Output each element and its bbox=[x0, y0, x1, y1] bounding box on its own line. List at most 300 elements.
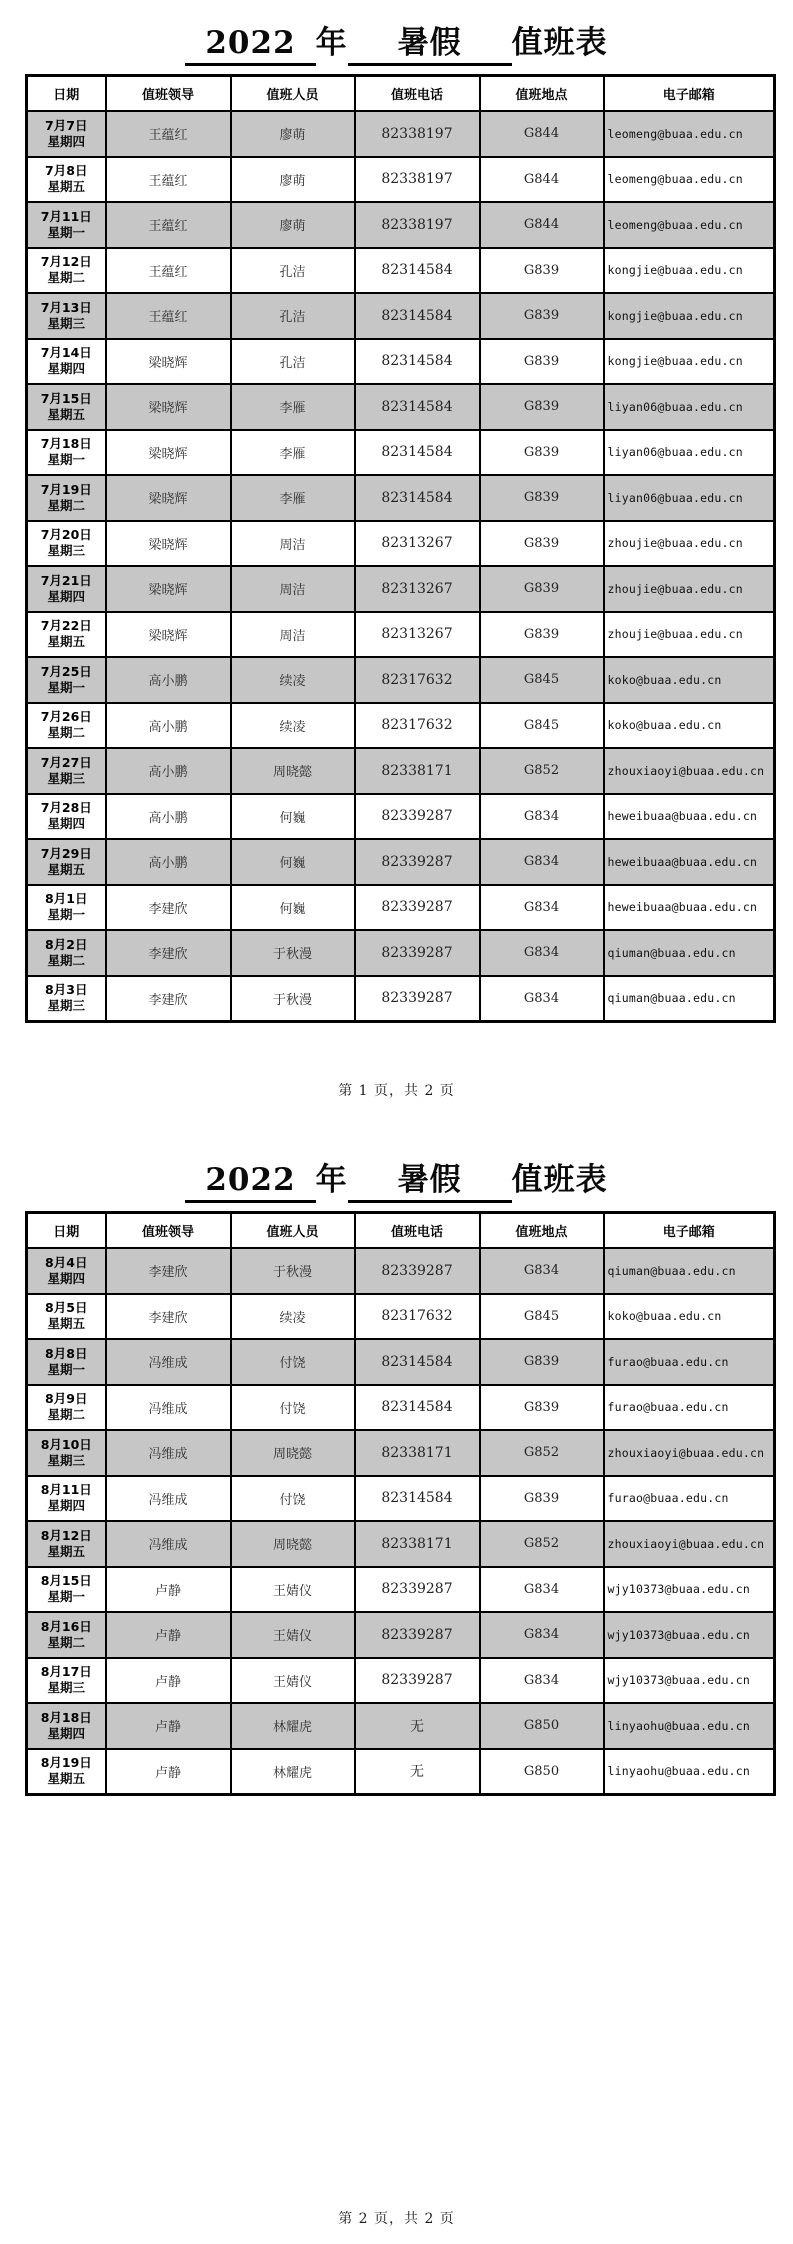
email-cell: koko@buaa.edu.cn bbox=[604, 703, 775, 749]
table-row bbox=[27, 1612, 775, 1658]
location-cell: G834 bbox=[480, 930, 604, 976]
title-year-blank: 2022 bbox=[185, 25, 315, 66]
date-cell bbox=[27, 1248, 106, 1294]
location-cell: G834 bbox=[480, 794, 604, 840]
date-text: 7月27日 bbox=[40, 754, 92, 770]
weekday-text: 星期三 bbox=[47, 1680, 85, 1696]
staff-cell: 付饶 bbox=[231, 1476, 355, 1522]
leader-cell: 卢静 bbox=[106, 1567, 231, 1613]
weekday-text: 星期四 bbox=[47, 1270, 85, 1286]
table-row bbox=[27, 1567, 775, 1613]
leader-cell: 李建欣 bbox=[106, 930, 231, 976]
location-cell: G834 bbox=[480, 1567, 604, 1613]
table-row bbox=[27, 748, 775, 794]
weekday-text: 星期三 bbox=[47, 1452, 85, 1468]
staff-cell: 于秋漫 bbox=[231, 1248, 355, 1294]
table-row bbox=[27, 794, 775, 840]
date-text: 7月15日 bbox=[40, 390, 92, 406]
date-text: 8月1日 bbox=[45, 891, 88, 907]
date-cell bbox=[27, 703, 106, 749]
email-cell: kongjie@buaa.edu.cn bbox=[604, 339, 775, 385]
location-cell: G839 bbox=[480, 1385, 604, 1431]
phone-cell: 82338171 bbox=[355, 748, 480, 794]
column-header-leader: 值班领导 bbox=[106, 76, 231, 112]
column-header-email: 电子邮箱 bbox=[604, 1213, 775, 1249]
leader-cell: 冯维成 bbox=[106, 1339, 231, 1385]
email-cell: kongjie@buaa.edu.cn bbox=[604, 248, 775, 294]
staff-cell: 李雁 bbox=[231, 430, 355, 476]
table-row bbox=[27, 930, 775, 976]
table-row bbox=[27, 885, 775, 931]
leader-cell: 李建欣 bbox=[106, 1248, 231, 1294]
date-cell bbox=[27, 1294, 106, 1340]
email-cell: linyaohu@buaa.edu.cn bbox=[604, 1703, 775, 1749]
phone-cell: 无 bbox=[355, 1703, 480, 1749]
phone-cell: 82338171 bbox=[355, 1521, 480, 1567]
email-cell: zhouxiaoyi@buaa.edu.cn bbox=[604, 748, 775, 794]
table-row bbox=[27, 1430, 775, 1476]
leader-cell: 高小鹏 bbox=[106, 794, 231, 840]
phone-cell: 82339287 bbox=[355, 1658, 480, 1704]
column-header-date: 日期 bbox=[27, 1213, 106, 1249]
title-term-blank: 暑假 bbox=[348, 25, 512, 66]
staff-cell: 廖萌 bbox=[231, 111, 355, 157]
table-row bbox=[27, 1248, 775, 1294]
weekday-text: 星期五 bbox=[47, 861, 85, 877]
location-cell: G845 bbox=[480, 657, 604, 703]
staff-cell: 于秋漫 bbox=[231, 976, 355, 1022]
table-row bbox=[27, 384, 775, 430]
date-cell bbox=[27, 248, 106, 294]
location-cell: G850 bbox=[480, 1749, 604, 1795]
email-cell: furao@buaa.edu.cn bbox=[604, 1385, 775, 1431]
title-year-suffix: 年 bbox=[315, 1162, 348, 1198]
date-text: 8月12日 bbox=[40, 1527, 92, 1543]
column-header-staff: 值班人员 bbox=[231, 1213, 355, 1249]
date-text: 7月12日 bbox=[40, 254, 92, 270]
phone-cell: 82338197 bbox=[355, 111, 480, 157]
phone-cell: 82314584 bbox=[355, 248, 480, 294]
location-cell: G834 bbox=[480, 839, 604, 885]
location-cell: G845 bbox=[480, 1294, 604, 1340]
date-text: 7月28日 bbox=[40, 800, 92, 816]
email-cell: qiuman@buaa.edu.cn bbox=[604, 930, 775, 976]
email-cell: leomeng@buaa.edu.cn bbox=[604, 202, 775, 248]
location-cell: G834 bbox=[480, 1612, 604, 1658]
location-cell: G839 bbox=[480, 339, 604, 385]
column-header-date: 日期 bbox=[27, 76, 106, 112]
email-cell: zhouxiaoyi@buaa.edu.cn bbox=[604, 1430, 775, 1476]
date-cell bbox=[27, 566, 106, 612]
phone-cell: 82338197 bbox=[355, 157, 480, 203]
date-text: 8月10日 bbox=[40, 1436, 92, 1452]
date-cell bbox=[27, 930, 106, 976]
date-cell bbox=[27, 1612, 106, 1658]
date-text: 8月15日 bbox=[40, 1573, 92, 1589]
email-cell: qiuman@buaa.edu.cn bbox=[604, 976, 775, 1022]
date-cell bbox=[27, 475, 106, 521]
leader-cell: 李建欣 bbox=[106, 885, 231, 931]
leader-cell: 梁晓辉 bbox=[106, 339, 231, 385]
weekday-text: 星期一 bbox=[47, 907, 85, 923]
table-row bbox=[27, 1521, 775, 1567]
date-cell bbox=[27, 1476, 106, 1522]
phone-cell: 82339287 bbox=[355, 885, 480, 931]
table-row bbox=[27, 1658, 775, 1704]
staff-cell: 林耀虎 bbox=[231, 1749, 355, 1795]
leader-cell: 冯维成 bbox=[106, 1385, 231, 1431]
column-header-phone: 值班电话 bbox=[355, 1213, 480, 1249]
email-cell: heweibuaa@buaa.edu.cn bbox=[604, 794, 775, 840]
phone-cell: 82313267 bbox=[355, 521, 480, 567]
date-text: 7月13日 bbox=[40, 299, 92, 315]
email-cell: liyan06@buaa.edu.cn bbox=[604, 384, 775, 430]
staff-cell: 续凌 bbox=[231, 703, 355, 749]
date-text: 7月8日 bbox=[45, 163, 88, 179]
phone-cell: 82339287 bbox=[355, 1612, 480, 1658]
staff-cell: 周洁 bbox=[231, 612, 355, 658]
leader-cell: 梁晓辉 bbox=[106, 430, 231, 476]
date-cell bbox=[27, 885, 106, 931]
date-text: 8月8日 bbox=[45, 1345, 88, 1361]
date-cell bbox=[27, 612, 106, 658]
date-text: 8月19日 bbox=[40, 1755, 92, 1771]
email-cell: zhoujie@buaa.edu.cn bbox=[604, 566, 775, 612]
email-cell: leomeng@buaa.edu.cn bbox=[604, 157, 775, 203]
leader-cell: 王蕴红 bbox=[106, 111, 231, 157]
weekday-text: 星期一 bbox=[47, 224, 85, 240]
phone-cell: 82339287 bbox=[355, 1248, 480, 1294]
staff-cell: 周洁 bbox=[231, 566, 355, 612]
date-text: 8月2日 bbox=[45, 936, 88, 952]
email-cell: leomeng@buaa.edu.cn bbox=[604, 111, 775, 157]
leader-cell: 高小鹏 bbox=[106, 839, 231, 885]
date-text: 8月16日 bbox=[40, 1618, 92, 1634]
staff-cell: 周洁 bbox=[231, 521, 355, 567]
staff-cell: 周晓懿 bbox=[231, 1521, 355, 1567]
email-cell: zhoujie@buaa.edu.cn bbox=[604, 612, 775, 658]
weekday-text: 星期二 bbox=[47, 725, 85, 741]
column-header-phone: 值班电话 bbox=[355, 76, 480, 112]
date-text: 8月3日 bbox=[45, 982, 88, 998]
weekday-text: 星期三 bbox=[47, 770, 85, 786]
column-header-staff: 值班人员 bbox=[231, 76, 355, 112]
date-cell bbox=[27, 293, 106, 339]
staff-cell: 续凌 bbox=[231, 1294, 355, 1340]
date-text: 8月11日 bbox=[40, 1482, 92, 1498]
date-text: 7月18日 bbox=[40, 436, 92, 452]
phone-cell: 82314584 bbox=[355, 339, 480, 385]
date-text: 7月14日 bbox=[40, 345, 92, 361]
title-term-blank: 暑假 bbox=[348, 1162, 512, 1203]
phone-cell: 82313267 bbox=[355, 566, 480, 612]
phone-cell: 无 bbox=[355, 1749, 480, 1795]
location-cell: G839 bbox=[480, 1476, 604, 1522]
leader-cell: 梁晓辉 bbox=[106, 521, 231, 567]
staff-cell: 何巍 bbox=[231, 839, 355, 885]
leader-cell: 高小鹏 bbox=[106, 748, 231, 794]
table-row bbox=[27, 1385, 775, 1431]
weekday-text: 星期一 bbox=[47, 1589, 85, 1605]
weekday-text: 星期五 bbox=[47, 406, 85, 422]
staff-cell: 李雁 bbox=[231, 384, 355, 430]
table-row bbox=[27, 248, 775, 294]
header-row bbox=[27, 1213, 775, 1249]
leader-cell: 李建欣 bbox=[106, 1294, 231, 1340]
email-cell: wjy10373@buaa.edu.cn bbox=[604, 1567, 775, 1613]
phone-cell: 82338197 bbox=[355, 202, 480, 248]
location-cell: G852 bbox=[480, 748, 604, 794]
title-table-suffix: 值班表 bbox=[511, 25, 608, 61]
date-cell bbox=[27, 430, 106, 476]
leader-cell: 冯维成 bbox=[106, 1476, 231, 1522]
table-row bbox=[27, 1339, 775, 1385]
weekday-text: 星期四 bbox=[47, 133, 85, 149]
date-cell bbox=[27, 1567, 106, 1613]
page-title bbox=[0, 0, 793, 66]
staff-cell: 王婧仪 bbox=[231, 1658, 355, 1704]
date-text: 7月11日 bbox=[40, 208, 92, 224]
email-cell: heweibuaa@buaa.edu.cn bbox=[604, 885, 775, 931]
location-cell: G834 bbox=[480, 1658, 604, 1704]
phone-cell: 82317632 bbox=[355, 703, 480, 749]
date-text: 8月4日 bbox=[45, 1254, 88, 1270]
staff-cell: 廖萌 bbox=[231, 202, 355, 248]
email-cell: wjy10373@buaa.edu.cn bbox=[604, 1612, 775, 1658]
phone-cell: 82339287 bbox=[355, 1567, 480, 1613]
staff-cell: 孔洁 bbox=[231, 248, 355, 294]
page-footer: 第 2 页，共 2 页 bbox=[338, 2211, 455, 2227]
leader-cell: 卢静 bbox=[106, 1658, 231, 1704]
date-cell bbox=[27, 976, 106, 1022]
date-cell bbox=[27, 1749, 106, 1795]
title-table-suffix: 值班表 bbox=[511, 1162, 608, 1198]
email-cell: qiuman@buaa.edu.cn bbox=[604, 1248, 775, 1294]
email-cell: zhoujie@buaa.edu.cn bbox=[604, 521, 775, 567]
weekday-text: 星期四 bbox=[47, 588, 85, 604]
phone-cell: 82339287 bbox=[355, 976, 480, 1022]
phone-cell: 82314584 bbox=[355, 1339, 480, 1385]
weekday-text: 星期二 bbox=[47, 1634, 85, 1650]
table-row bbox=[27, 566, 775, 612]
location-cell: G839 bbox=[480, 248, 604, 294]
location-cell: G839 bbox=[480, 384, 604, 430]
location-cell: G839 bbox=[480, 612, 604, 658]
phone-cell: 82314584 bbox=[355, 1385, 480, 1431]
date-text: 7月7日 bbox=[45, 117, 88, 133]
staff-cell: 王婧仪 bbox=[231, 1567, 355, 1613]
email-cell: wjy10373@buaa.edu.cn bbox=[604, 1658, 775, 1704]
phone-cell: 82339287 bbox=[355, 794, 480, 840]
staff-cell: 续凌 bbox=[231, 657, 355, 703]
table-row bbox=[27, 202, 775, 248]
phone-cell: 82317632 bbox=[355, 1294, 480, 1340]
email-cell: linyaohu@buaa.edu.cn bbox=[604, 1749, 775, 1795]
date-text: 8月17日 bbox=[40, 1664, 92, 1680]
location-cell: G839 bbox=[480, 430, 604, 476]
table-row bbox=[27, 1476, 775, 1522]
date-cell bbox=[27, 839, 106, 885]
email-cell: furao@buaa.edu.cn bbox=[604, 1476, 775, 1522]
date-text: 7月26日 bbox=[40, 709, 92, 725]
table-row bbox=[27, 976, 775, 1022]
table-row bbox=[27, 430, 775, 476]
location-cell: G834 bbox=[480, 885, 604, 931]
weekday-text: 星期五 bbox=[47, 634, 85, 650]
weekday-text: 星期三 bbox=[47, 998, 85, 1014]
duty-table bbox=[25, 74, 776, 1023]
leader-cell: 冯维成 bbox=[106, 1521, 231, 1567]
phone-cell: 82313267 bbox=[355, 612, 480, 658]
date-cell bbox=[27, 794, 106, 840]
staff-cell: 付饶 bbox=[231, 1339, 355, 1385]
phone-cell: 82338171 bbox=[355, 1430, 480, 1476]
date-text: 8月18日 bbox=[40, 1709, 92, 1725]
location-cell: G834 bbox=[480, 1248, 604, 1294]
date-text: 8月9日 bbox=[45, 1391, 88, 1407]
weekday-text: 星期二 bbox=[47, 1407, 85, 1423]
page-2 bbox=[0, 1162, 793, 2228]
date-text: 7月20日 bbox=[40, 527, 92, 543]
table-row bbox=[27, 612, 775, 658]
date-cell bbox=[27, 157, 106, 203]
table-row bbox=[27, 703, 775, 749]
date-cell bbox=[27, 1339, 106, 1385]
leader-cell: 王蕴红 bbox=[106, 293, 231, 339]
table-row bbox=[27, 111, 775, 157]
weekday-text: 星期二 bbox=[47, 497, 85, 513]
staff-cell: 于秋漫 bbox=[231, 930, 355, 976]
staff-cell: 李雁 bbox=[231, 475, 355, 521]
date-cell bbox=[27, 521, 106, 567]
weekday-text: 星期五 bbox=[47, 1316, 85, 1332]
weekday-text: 星期二 bbox=[47, 952, 85, 968]
column-header-leader: 值班领导 bbox=[106, 1213, 231, 1249]
staff-cell: 孔洁 bbox=[231, 339, 355, 385]
date-cell bbox=[27, 657, 106, 703]
date-cell bbox=[27, 1658, 106, 1704]
column-header-email: 电子邮箱 bbox=[604, 76, 775, 112]
staff-cell: 何巍 bbox=[231, 885, 355, 931]
leader-cell: 卢静 bbox=[106, 1612, 231, 1658]
leader-cell: 卢静 bbox=[106, 1703, 231, 1749]
weekday-text: 星期三 bbox=[47, 543, 85, 559]
date-cell bbox=[27, 1521, 106, 1567]
email-cell: kongjie@buaa.edu.cn bbox=[604, 293, 775, 339]
staff-cell: 付饶 bbox=[231, 1385, 355, 1431]
date-text: 8月5日 bbox=[45, 1300, 88, 1316]
weekday-text: 星期三 bbox=[47, 315, 85, 331]
email-cell: zhouxiaoyi@buaa.edu.cn bbox=[604, 1521, 775, 1567]
leader-cell: 梁晓辉 bbox=[106, 384, 231, 430]
date-cell bbox=[27, 1385, 106, 1431]
table-row bbox=[27, 521, 775, 567]
weekday-text: 星期四 bbox=[47, 361, 85, 377]
leader-cell: 高小鹏 bbox=[106, 657, 231, 703]
phone-cell: 82317632 bbox=[355, 657, 480, 703]
leader-cell: 高小鹏 bbox=[106, 703, 231, 749]
location-cell: G845 bbox=[480, 703, 604, 749]
email-cell: koko@buaa.edu.cn bbox=[604, 657, 775, 703]
page-title bbox=[0, 1162, 793, 1203]
title-year-blank: 2022 bbox=[185, 1162, 315, 1203]
page-footer: 第 1 页，共 2 页 bbox=[338, 1083, 455, 1099]
date-cell bbox=[27, 202, 106, 248]
table-row bbox=[27, 293, 775, 339]
weekday-text: 星期五 bbox=[47, 179, 85, 195]
phone-cell: 82314584 bbox=[355, 475, 480, 521]
phone-cell: 82314584 bbox=[355, 430, 480, 476]
date-text: 7月25日 bbox=[40, 663, 92, 679]
weekday-text: 星期五 bbox=[47, 1771, 85, 1787]
weekday-text: 星期五 bbox=[47, 1543, 85, 1559]
table-row bbox=[27, 657, 775, 703]
staff-cell: 周晓懿 bbox=[231, 748, 355, 794]
date-cell bbox=[27, 339, 106, 385]
staff-cell: 孔洁 bbox=[231, 293, 355, 339]
table-row bbox=[27, 1294, 775, 1340]
page-1 bbox=[0, 0, 793, 1100]
location-cell: G844 bbox=[480, 157, 604, 203]
staff-cell: 周晓懿 bbox=[231, 1430, 355, 1476]
email-cell: heweibuaa@buaa.edu.cn bbox=[604, 839, 775, 885]
date-text: 7月22日 bbox=[40, 618, 92, 634]
title-year-suffix: 年 bbox=[315, 25, 348, 61]
table-row bbox=[27, 839, 775, 885]
table-row bbox=[27, 1703, 775, 1749]
weekday-text: 星期四 bbox=[47, 816, 85, 832]
weekday-text: 星期四 bbox=[47, 1498, 85, 1514]
staff-cell: 何巍 bbox=[231, 794, 355, 840]
table-row bbox=[27, 1749, 775, 1795]
leader-cell: 王蕴红 bbox=[106, 248, 231, 294]
leader-cell: 王蕴红 bbox=[106, 157, 231, 203]
staff-cell: 王婧仪 bbox=[231, 1612, 355, 1658]
staff-cell: 廖萌 bbox=[231, 157, 355, 203]
location-cell: G852 bbox=[480, 1521, 604, 1567]
location-cell: G839 bbox=[480, 293, 604, 339]
leader-cell: 梁晓辉 bbox=[106, 612, 231, 658]
date-cell bbox=[27, 1430, 106, 1476]
date-cell bbox=[27, 111, 106, 157]
location-cell: G844 bbox=[480, 111, 604, 157]
table-row bbox=[27, 339, 775, 385]
email-cell: liyan06@buaa.edu.cn bbox=[604, 430, 775, 476]
table-row bbox=[27, 157, 775, 203]
date-text: 7月29日 bbox=[40, 845, 92, 861]
location-cell: G839 bbox=[480, 1339, 604, 1385]
phone-cell: 82339287 bbox=[355, 930, 480, 976]
column-header-location: 值班地点 bbox=[480, 76, 604, 112]
weekday-text: 星期一 bbox=[47, 1361, 85, 1377]
header-row bbox=[27, 76, 775, 112]
leader-cell: 梁晓辉 bbox=[106, 475, 231, 521]
location-cell: G850 bbox=[480, 1703, 604, 1749]
location-cell: G834 bbox=[480, 976, 604, 1022]
phone-cell: 82314584 bbox=[355, 293, 480, 339]
date-cell bbox=[27, 748, 106, 794]
phone-cell: 82314584 bbox=[355, 1476, 480, 1522]
date-text: 7月21日 bbox=[40, 572, 92, 588]
phone-cell: 82339287 bbox=[355, 839, 480, 885]
leader-cell: 冯维成 bbox=[106, 1430, 231, 1476]
location-cell: G839 bbox=[480, 475, 604, 521]
leader-cell: 王蕴红 bbox=[106, 202, 231, 248]
leader-cell: 梁晓辉 bbox=[106, 566, 231, 612]
date-cell bbox=[27, 1703, 106, 1749]
date-text: 7月19日 bbox=[40, 481, 92, 497]
duty-table bbox=[25, 1211, 776, 1796]
